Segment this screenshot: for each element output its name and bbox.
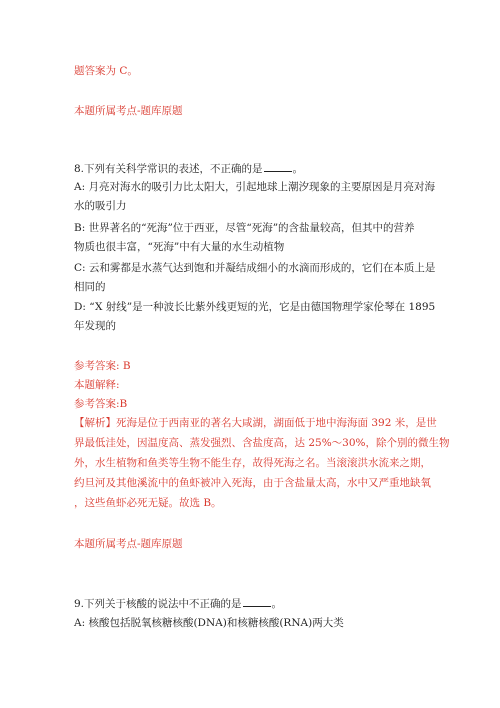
analysis-line1: 【解析】死海是位于西南亚的著名大咸湖，湖面低于地中海海面 392 米，是世 [74,417,437,429]
option-b-line1: B: 世界著名的“死海”位于西亚，尽管“死海”的含盐量较高，但其中的营养 [74,222,415,234]
answer-blank [264,162,292,172]
question-9-option-a: A: 核酸包括脱氧核糖核酸(DNA)和核糖核酸(RNA)两大类 [74,617,344,629]
analysis-line5: ，这些鱼虾必死无疑。故选 B。 [74,497,222,509]
reference-answer: 参考答案: B [74,360,131,372]
reference-answer-2: 参考答案:B [74,398,128,410]
option-d-line1: D: “X 射线”是一种波长比紫外线更短的光，它是由德国物理学家伦琴在 1895 [74,301,436,313]
option-c-line2: 相同的 [74,281,106,293]
question-8-stem: 8.下列有关科学常识的表述，不正确的是 。 [74,163,304,175]
option-a-line1: A: 月亮对海水的吸引力比太阳大，引起地球上潮汐现象的主要原因是月亮对海 [74,181,435,193]
prev-source-note: 本题所属考点-题库原题 [74,105,183,117]
answer-blank [243,597,271,607]
option-d-line2: 年发现的 [74,320,116,332]
option-a-line2: 水的吸引力 [74,200,127,212]
option-c-line1: C: 云和雾都是水蒸气达到饱和并凝结成细小的水滴而形成的，它们在本质上是 [74,262,436,274]
analysis-line3: 外，水生植物和鱼类等生物不能生存，故得死海之名。当滚滚洪水流来之期， [74,457,431,469]
analysis-tag: 【解析】 [74,417,116,429]
explanation-label: 本题解释: [74,379,120,391]
analysis-line2: 界最低洼处，因温度高、蒸发强烈、含盐度高，达 25%～30%，除个别的微生物 [74,437,450,449]
analysis-line4: 约旦河及其他溪流中的鱼虾被冲入死海，由于含盐量太高，水中又严重地缺氧 [74,477,431,489]
question-9-stem: 9.下列关于核酸的说法中不正确的是 。 [74,598,283,610]
question-8-source-note: 本题所属考点-题库原题 [74,538,183,550]
option-b-line2: 物质也很丰富，“死海”中有大量的水生动植物 [74,241,285,253]
prev-answer-tail: 题答案为 C。 [74,65,138,77]
